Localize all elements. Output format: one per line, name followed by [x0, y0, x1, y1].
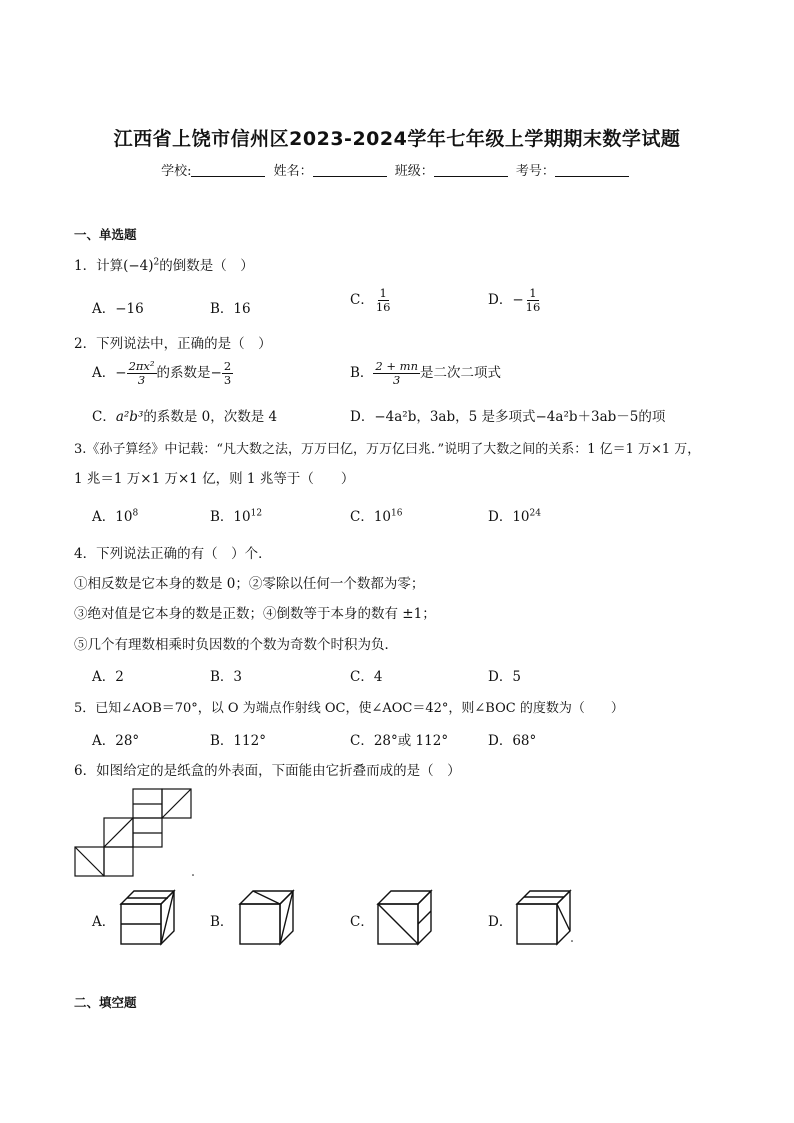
q1-base: (−4): [123, 258, 154, 274]
question-4-statement-line-1: ①相反数是它本身的数是 0；②零除以任何一个数都为零；: [74, 576, 425, 592]
q6-option-a-label: A．: [92, 914, 116, 930]
q1-option-a: A．−16: [92, 301, 144, 317]
question-3-line-2: 1 兆＝1 万×1 万×1 亿，则 1 兆等于（ ）: [74, 471, 355, 487]
q6-cube-a: [121, 891, 174, 944]
q6-cube-c: [378, 891, 431, 944]
q3-d-exponent: 24: [529, 508, 541, 519]
question-5-stem: 5．已知∠AOB＝70°，以 O 为端点作射线 OC，使∠AOC＝42°，则∠BOC 的度数为（ ）: [74, 701, 624, 716]
q1-c-denominator: 16: [375, 300, 391, 314]
q4-option-c: C．4: [350, 669, 383, 685]
q5-option-b: B．112°: [210, 733, 266, 749]
q1-d-denominator: 16: [525, 300, 541, 314]
q5-option-c: C．28°或 112°: [350, 733, 449, 749]
q2-b-numerator: 2 + mn: [375, 359, 418, 373]
section-heading-single-choice: 一、单选题: [74, 227, 137, 242]
q4-option-b: B．3: [210, 669, 243, 685]
q1-option-b: B．16: [210, 301, 251, 317]
q1-c-numerator: 1: [379, 286, 387, 300]
q3-d-label: D．: [488, 509, 513, 525]
q2-a-denominator: 3: [137, 373, 146, 387]
question-4-statement-line-2: ③绝对值是它本身的数是正数；④倒数等于本身的数有 ±1；: [74, 606, 436, 622]
q4-option-a: A．2: [92, 669, 124, 685]
q6-option-c-label: C．: [350, 914, 374, 930]
q2-c-expression: a²b³: [115, 409, 144, 425]
section-heading-fill-in: 二、填空题: [74, 995, 137, 1010]
q3-a-base: 10: [115, 509, 133, 525]
q5-option-a: A．28°: [92, 733, 140, 749]
name-label: 姓名：: [273, 164, 313, 179]
question-6-stem: 6．如图给定的是纸盒的外表面，下面能由它折叠而成的是（ ）: [74, 763, 461, 779]
q1-d-label: D．−: [488, 292, 524, 308]
q5-option-d: D．68°: [488, 733, 537, 749]
page-title: 江西省上饶市信州区2023-2024学年七年级上学期期末数学试题: [113, 128, 681, 150]
q1-prefix: 1．计算: [74, 258, 124, 274]
q2-a-denominator-2: 3: [223, 373, 232, 387]
q3-c-base: 10: [373, 509, 392, 525]
number-label: 考号：: [515, 164, 555, 179]
question-3-line-1: 3.《孙子算经》中记载：“凡大数之法，万万曰亿，万万亿曰兆．”说明了大数之间的关系：1 亿＝1 万×1 万，: [74, 442, 701, 457]
q6-cube-d: [517, 891, 570, 944]
q2-a-label: A．−: [92, 365, 127, 381]
q2-a-numerator: 2πx²: [128, 359, 155, 373]
q2-b-label: B．: [350, 365, 374, 381]
q3-c-label: C．: [350, 509, 374, 525]
q2-b-suffix: 是二次二项式: [420, 365, 501, 381]
q1-c-label: C．: [350, 292, 374, 308]
q3-a-exponent: 8: [132, 508, 139, 519]
q2-c-label: C．: [92, 409, 116, 425]
q2-a-mid: 的系数是−: [156, 365, 222, 381]
q2-c-text: 的系数是 0，次数是 4: [143, 409, 278, 425]
question-4-statement-line-3: ⑤几个有理数相乘时负因数的个数为奇数个时积为负．: [74, 637, 398, 653]
q3-b-label: B．: [210, 509, 234, 525]
q2-d-label: D．: [350, 409, 375, 425]
q3-a-label: A．: [92, 509, 116, 525]
q6-option-d-label: D．: [488, 914, 513, 930]
question-2-stem: 2．下列说法中，正确的是（ ）: [74, 336, 272, 352]
q2-d-text: −4a²b，3ab，5 是多项式−4a²b＋3ab－5的项: [374, 409, 666, 425]
q4-option-d: D．5: [488, 669, 521, 685]
q6-cube-b: [240, 891, 293, 944]
q6-option-b-label: B．: [210, 914, 234, 930]
question-4-stem: 4．下列说法正确的有（ ）个．: [74, 546, 272, 562]
q3-b-base: 10: [233, 509, 251, 525]
q1-exponent: 2: [153, 257, 160, 268]
q1-suffix: 的倒数是（ ）: [159, 258, 254, 274]
q2-b-denominator: 3: [393, 373, 401, 387]
q3-d-base: 10: [512, 509, 530, 525]
q3-c-exponent: 16: [391, 508, 403, 519]
q2-a-numerator-2: 2: [223, 359, 232, 373]
q3-b-exponent: 12: [250, 508, 263, 519]
q1-d-numerator: 1: [529, 286, 537, 300]
class-label: 班级：: [394, 164, 434, 179]
school-label: 学校:: [161, 164, 192, 179]
